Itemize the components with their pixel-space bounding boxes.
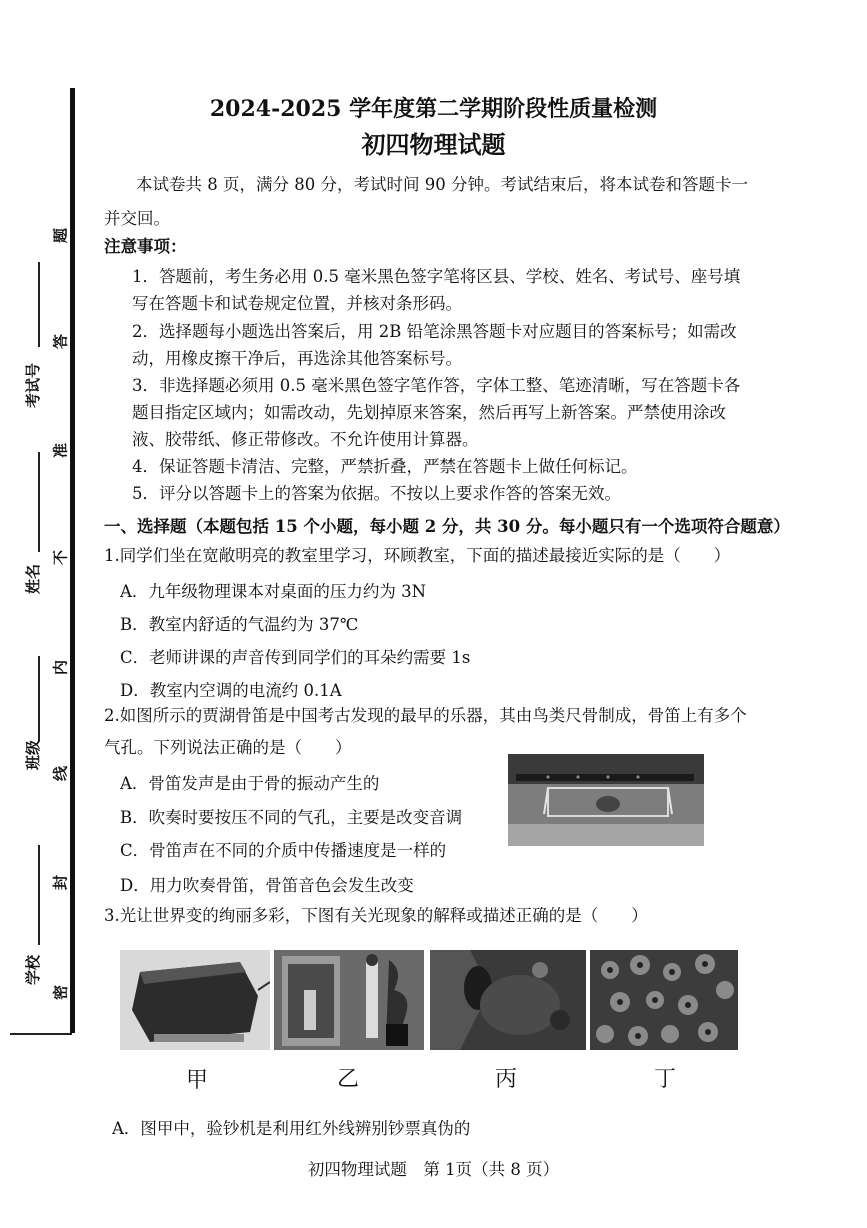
seal-char: 答 (51, 334, 70, 350)
caption-jia: 甲 (186, 1068, 209, 1093)
notice-item: 4．保证答题卡清洁、完整，严禁折叠，严禁在答题卡上做任何标记。 (132, 457, 638, 476)
caption-ding: 丁 (654, 1067, 677, 1092)
notice-item: 1．答题前，考生务必用 0.5 毫米黑色签字笔将区县、学校、姓名、考试号、座号填写在答题卡和试卷规定位置，并核对条形码。 (132, 267, 741, 313)
seal-char: 密 (51, 985, 70, 1001)
blank-line (38, 656, 40, 741)
caption-yi: 乙 (337, 1067, 360, 1092)
question-1-option-a: A．九年级物理课本对桌面的压力约为 3N (120, 582, 427, 601)
image-ding-flowers (590, 950, 738, 1050)
question-3-stem: 3.光让世界变的绚丽多彩，下图有关光现象的解释或描述正确的是（ ） (104, 906, 648, 925)
label-exam-number: 考试号 (24, 362, 42, 408)
seal-char: 封 (51, 875, 70, 891)
seal-char: 不 (51, 550, 70, 566)
exam-title: 2024-2025 学年度第二学期阶段性质量检测 (209, 96, 658, 122)
question-2-option-c: C．骨笛声在不同的介质中传播速度是一样的 (120, 841, 447, 860)
blank-line (38, 845, 40, 945)
question-2-stem: 2.如图所示的贾湖骨笛是中国考古发现的最早的乐器，其由鸟类尺骨制成，骨笛上有多个气孔。下列说法正确的是（ ） (104, 706, 747, 757)
seal-char: 线 (51, 766, 70, 782)
label-school: 学校 (24, 954, 42, 985)
question-1-stem: 1.同学们坐在宽敞明亮的教室里学习，环顾教室，下面的描述最接近实际的是（ ） (104, 546, 731, 565)
question-1-option-c: C．老师讲课的声音传到同学们的耳朵约需要 1s (120, 648, 471, 667)
notice-item: 2．选择题每小题选出答案后，用 2B 铅笔涂黑答题卡对应题目的答案标号；如需改动，用橡皮擦干净后，再选涂其他答案标号。 (132, 322, 737, 368)
binding-line (70, 88, 75, 1033)
image-jia-currency-detector (120, 950, 270, 1050)
bone-flute-image (508, 754, 704, 846)
question-2-option-d: D．用力吹奏骨笛，骨笛音色会发生改变 (120, 876, 414, 895)
blank-line (38, 262, 40, 347)
page-footer: 初四物理试题 第 1页（共 8 页） (307, 1160, 560, 1179)
caption-bing: 丙 (495, 1067, 518, 1092)
image-yi-mirror-room (274, 950, 424, 1050)
seal-char: 内 (51, 660, 70, 676)
section-heading: 一、选择题（本题包括 15 个小题，每小题 2 分，共 30 分。每小题只有一个选项符合题意） (104, 517, 790, 536)
image-bing-animal (430, 950, 586, 1050)
question-2-option-a: A．骨笛发声是由于骨的振动产生的 (120, 774, 380, 793)
notice-item: 3．非选择题必须用 0.5 毫米黑色签字笔作答，字体工整、笔迹清晰，写在答题卡各题目指定区域内；如需改动，先划掉原来答案，然后再写上新答案。严禁使用涂改液、胶带纸、修正带修改。不允许使用计算器。 (132, 376, 741, 449)
notice-item: 5．评分以答题卡上的答案为依据。不按以上要求作答的答案无效。 (132, 484, 621, 503)
question-1-option-b: B．教室内舒适的气温约为 37℃ (120, 615, 359, 634)
question-3-option-a: A．图甲中，验钞机是利用红外线辨别钞票真伪的 (112, 1119, 471, 1138)
intro-text: 本试卷共 8 页，满分 80 分，考试时间 90 分钟。考试结束后，将本试卷和答题卡一并交回。 (104, 175, 748, 228)
binding-line-bottom (10, 1033, 72, 1035)
question-1-option-d: D．教室内空调的电流约 0.1A (120, 681, 342, 700)
label-name: 姓名 (24, 563, 42, 594)
seal-char: 准 (51, 443, 70, 459)
notice-heading: 注意事项： (104, 237, 187, 256)
exam-subtitle: 初四物理试题 (361, 130, 506, 159)
blank-line (38, 452, 40, 552)
label-class: 班级 (24, 739, 42, 770)
seal-char: 题 (51, 228, 70, 244)
question-2-option-b: B．吹奏时要按压不同的气孔，主要是改变音调 (120, 808, 463, 827)
